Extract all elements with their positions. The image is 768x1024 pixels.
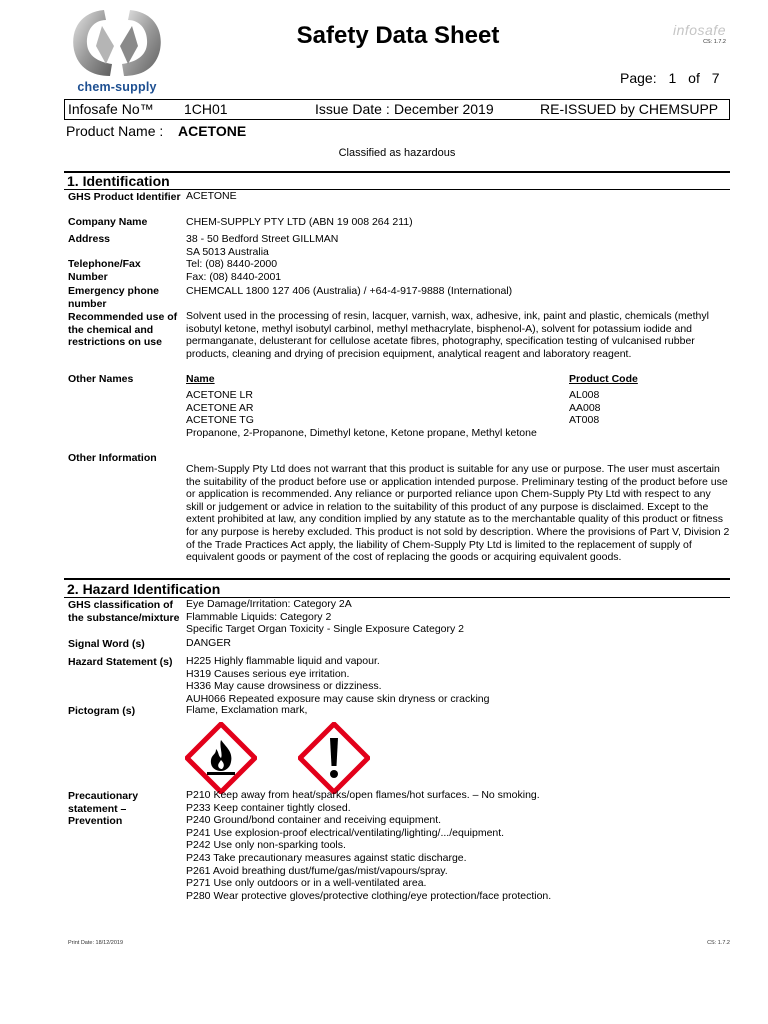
print-date: Print Date: 18/12/2019 — [68, 940, 124, 946]
names-column-header: Name — [186, 373, 215, 385]
info-bar — [64, 99, 730, 120]
address-label: Address — [68, 233, 111, 245]
pictogram-value: Flame, Exclamation mark, — [186, 704, 308, 716]
product-code-column-header: Product Code — [569, 373, 638, 385]
page-label: Page: — [620, 70, 657, 86]
flame-icon — [185, 722, 257, 794]
section-2-title: 2. Hazard Identification — [67, 581, 221, 597]
section-1-title: 1. Identification — [67, 173, 170, 189]
pictogram-label: Pictogram (s) — [68, 705, 136, 717]
emergency-phone-label: Emergency phone number — [68, 285, 160, 310]
signal-word-label: Signal Word (s) — [68, 638, 145, 650]
name-row: ACETONE TG — [186, 414, 254, 426]
hazard-statement-value: H225 Highly flammable liquid and vapour. H319 Causes serious eye irritation. H336 May cause drowsiness or dizziness. AUH066 Repeated exposure may cause skin dryness or cracking — [186, 655, 490, 705]
synonyms: Propanone, 2-Propanone, Dimethyl ketone, Ketone propane, Methyl ketone — [186, 427, 537, 439]
cs-version-top: CS: 1.7.2 — [703, 39, 726, 45]
address-value: 38 - 50 Bedford Street GILLMAN SA 5013 Australia — [186, 233, 339, 258]
hazard-statement-label: Hazard Statement (s) — [68, 656, 173, 668]
exclamation-mark-icon — [298, 722, 370, 794]
issue-date: December 2019 — [394, 101, 494, 117]
other-information-value: Chem-Supply Pty Ltd does not warrant that this product is suitable for any use or purpose. The user must ascertain the suitability of the product before use or application intended purpose. Preliminary testing of the product before use or application is recommended. Any reliance or purported reliance upon Chem-Supply Pty Ltd with respect to any skill or judgement or advice in relation to the suitability of this product of any purpose is disclaimed. Except to the extent prohibited at law, any condition implied by any statute as to the merchantable quality of this product or fitness for any purpose is hereby excluded. This product is not sold by description. Where the provisions of Part V, Division 2 of the Trade Practices Act apply, the liability of Chem-Supply Pty Ltd is limited to the replacement of supply of equivalent goods or payment of the cost of replacing the goods or acquiring equivalent goods. — [186, 463, 730, 564]
name-row: ACETONE AR — [186, 402, 254, 414]
code-row: AT008 — [569, 414, 600, 426]
telephone-fax-label: Telephone/Fax Number — [68, 258, 141, 283]
page-current: 1 — [668, 70, 677, 86]
other-information-label: Other Information — [68, 452, 157, 464]
product-name-label: Product Name : — [66, 123, 164, 139]
other-names-label: Other Names — [68, 373, 134, 385]
infosafe-label: Infosafe No™ — [68, 101, 154, 117]
precautionary-prevention-label: Precautionary statement – Prevention — [68, 790, 139, 828]
signal-word-value: DANGER — [186, 637, 231, 649]
recommended-use-value: Solvent used in the processing of resin, lacquer, varnish, wax, adhesive, ink, paint and plastic, chemicals (methyl isobutyl ketone, methyl isobutyl carbinol, methyl methacrylate, bisphenol-A), solvent for potassium iodide and permanganate, delusterant for cellulose acetate fibres, photography, specification testing of vulcanised rubber products, cleaning and drying of precision equipment, analytical reagent and laboratory reagent. — [186, 310, 709, 360]
telephone-fax-value: Tel: (08) 8440-2000 Fax: (08) 8440-2001 — [186, 258, 282, 283]
precautionary-prevention-value: P210 Keep away from heat/sparks/open flames/hot surfaces. – No smoking. P233 Keep container tightly closed. P240 Ground/bond container and receiving equipment. P241 Use explosion-proof electrical/ventilating/lighting/.../equipment. P242 Use only non-sparking tools. P243 Take precautionary measures against static discharge. P261 Avoid breathing dust/fume/gas/mist/vapours/spray. P271 Use only outdoors or in a well-ventilated area. P280 Wear protective gloves/protective clothing/eye protection/face protection. — [186, 789, 552, 902]
page-of: of — [688, 70, 700, 86]
emergency-phone-value: CHEMCALL 1800 127 406 (Australia) / +64-4-917-9888 (International) — [186, 285, 513, 297]
classification-note: Classified as hazardous — [338, 147, 456, 159]
page-indicator — [620, 70, 728, 86]
infosafe-number: 1CH01 — [184, 101, 228, 117]
ghs-classification-value: Eye Damage/Irritation: Category 2A Flammable Liquids: Category 2 Specific Target Organ Toxicity - Single Exposure Category 2 — [186, 598, 464, 636]
page-title: Safety Data Sheet — [296, 22, 500, 49]
infosafe-brand: infosafe — [672, 22, 726, 38]
code-row: AA008 — [569, 402, 601, 414]
company-name-label: Company Name — [68, 216, 148, 228]
reissued-by: RE-ISSUED by CHEMSUPP — [540, 101, 719, 117]
ghs-identifier-label: GHS Product Identifier — [68, 191, 181, 203]
cs-version-footer: CS: 1.7.2 — [707, 940, 730, 946]
logo-text: chem-supply — [77, 80, 157, 94]
recommended-use-label: Recommended use of the chemical and restrictions on use — [68, 311, 178, 349]
section-divider — [64, 578, 730, 580]
page-total: 7 — [711, 70, 720, 86]
name-row: ACETONE LR — [186, 389, 253, 401]
company-name-value: CHEM-SUPPLY PTY LTD (ABN 19 008 264 211) — [186, 216, 413, 228]
code-row: AL008 — [569, 389, 600, 401]
product-name: ACETONE — [178, 123, 247, 139]
ghs-identifier-value: ACETONE — [186, 190, 237, 202]
ghs-classification-label: GHS classification of the substance/mixture — [68, 599, 180, 624]
issue-date-label: Issue Date : — [315, 101, 390, 117]
